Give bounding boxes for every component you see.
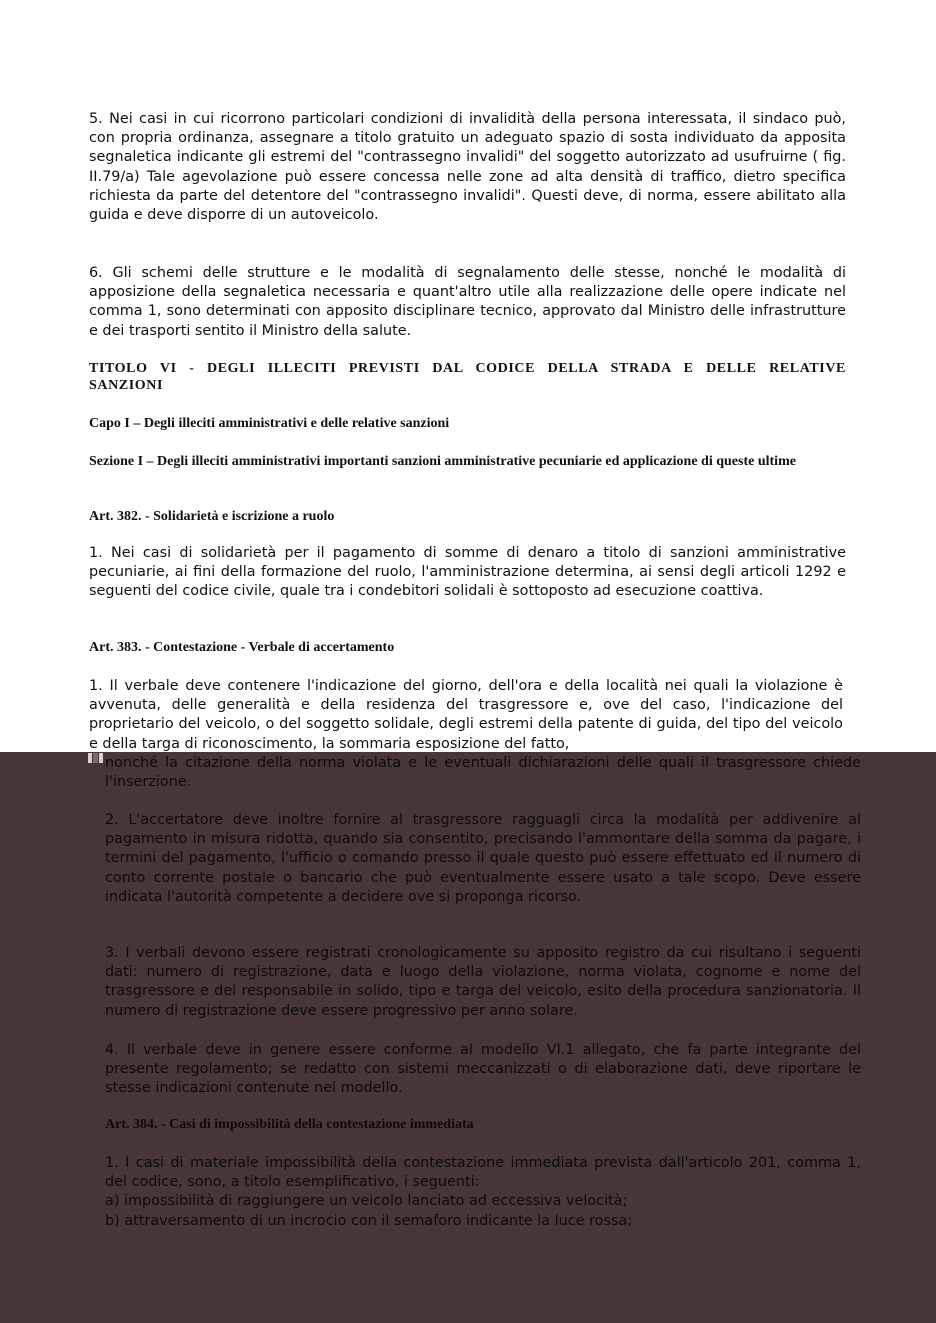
article-383-title: Art. 383. - Contestazione - Verbale di accertamento	[89, 640, 395, 655]
article-382-title: Art. 382. - Solidarietà e iscrizione a ruolo	[89, 509, 335, 524]
section-heading-sezione-i: Sezione I – Degli illeciti amministrativi importanti sanzioni amministrative pecuniarie ed applicazione di queste ultime	[89, 454, 796, 469]
article-383-paragraph-1-continuation: nonché la citazione della norma violata e le eventuali dichiarazioni delle quali il trasgressore chiede l'inserzione.	[105, 755, 861, 791]
chapter-heading-capo-i: Capo I – Degli illeciti amministrativi e delle relative sanzioni	[89, 416, 450, 431]
article-384-item-b: b) attraversamento di un incrocio con il semaforo indicante la luce rossa;	[105, 1212, 633, 1229]
article-384-paragraph-1	[105, 1154, 861, 1231]
section-title-titolo-vi: TITOLO VI - DEGLI ILLECITI PREVISTI DAL CODICE DELLA STRADA E DELLE RELATIVE SANZIONI	[89, 361, 846, 393]
article-383-paragraph-4: 4. Il verbale deve in genere essere conforme al modello VI.1 allegato, che fa parte integrante del presente regolamento; se redatto con sistemi meccanizzati o di elaborazione dati, deve riportare le stesse indicazioni contenute nel modello.	[105, 1042, 861, 1097]
article-383-paragraph-1: 1. Il verbale deve contenere l'indicazione del giorno, dell'ora e della località nei quali la violazione è avvenuta, delle generalità e della residenza del trasgressore e, ove del caso, l'indicazione del proprietario del veicolo, o del soggetto solidale, degli estremi della patente di guida, del tipo del veicolo e della targa di riconoscimento, la sommaria esposizione del fatto,	[89, 678, 843, 752]
article-384-intro: 1. I casi di materiale impossibilità della contestazione immediata prevista dall'articolo 201, comma 1, del codice, sono, a titolo esemplificativo, i seguenti:	[105, 1155, 861, 1191]
article-384-item-a: a) impossibilità di raggiungere un veicolo lanciato ad eccessiva velocità;	[105, 1193, 628, 1210]
article-383-paragraph-2: 2. L'accertatore deve inoltre fornire al trasgressore ragguagli circa la modalità per addivenire al pagamento in misura ridotta, quando sia consentito, precisando l'ammontare della somma da pagare, i termini del pagamento, l'ufficio o comando presso il quale questo può essere effettuato ed il numero di conto corrente postale o bancario che può eventualmente essere usato a tale scopo. Deve essere indicata l'autorità competente a decidere ove si proponga ricorso.	[105, 812, 861, 905]
article-384-title: Art. 384. - Casi di impossibilità della contestazione immediata	[105, 1117, 474, 1132]
paragraph-6: 6. Gli schemi delle strutture e le modalità di segnalamento delle stesse, nonché le modalità di apposizione della segnaletica necessaria e quant'altro utile alla realizzazione delle opere indicate nel comma 1, sono determinati con apposito disciplinare tecnico, approvato dal Ministro delle infrastrutture e dei trasporti sentito il Ministro della salute.	[89, 265, 846, 339]
article-382-paragraph-1: 1. Nei casi di solidarietà per il pagamento di somme di denaro a titolo di sanzioni amministrative pecuniarie, ai fini della formazione del ruolo, l'amministrazione determina, ai sensi degli articoli 1292 e seguenti del codice civile, quale tra i condebitori solidali è sottoposto ad esecuzione coattiva.	[89, 545, 846, 600]
paragraph-5: 5. Nei casi in cui ricorrono particolari condizioni di invalidità della persona interessata, il sindaco può, con propria ordinanza, assegnare a titolo gratuito un adeguato spazio di sosta individuato da apposita segnaletica indicante gli estremi del "contrassegno invalidi" del soggetto autorizzato ad usufruirne ( fig. II.79/a) Tale agevolazione può essere concessa nelle zone ad alta densità di traffico, dietro specifica richiesta da parte del detentore del "contrassegno invalidi". Questi deve, di norma, essere abilitato alla guida e deve disporre di un autoveicolo.	[89, 111, 846, 224]
article-383-paragraph-3: 3. I verbali devono essere registrati cronologicamente su apposito registro da cui risultano i seguenti dati: numero di registrazione, data e luogo della violazione, norma violata, cognome e nome del trasgressore e del responsabile in solido, tipo e targa del veicolo, esito della procedura sanzionatoria. Il numero di registrazione deve essere progressivo per anno solare.	[105, 945, 861, 1019]
